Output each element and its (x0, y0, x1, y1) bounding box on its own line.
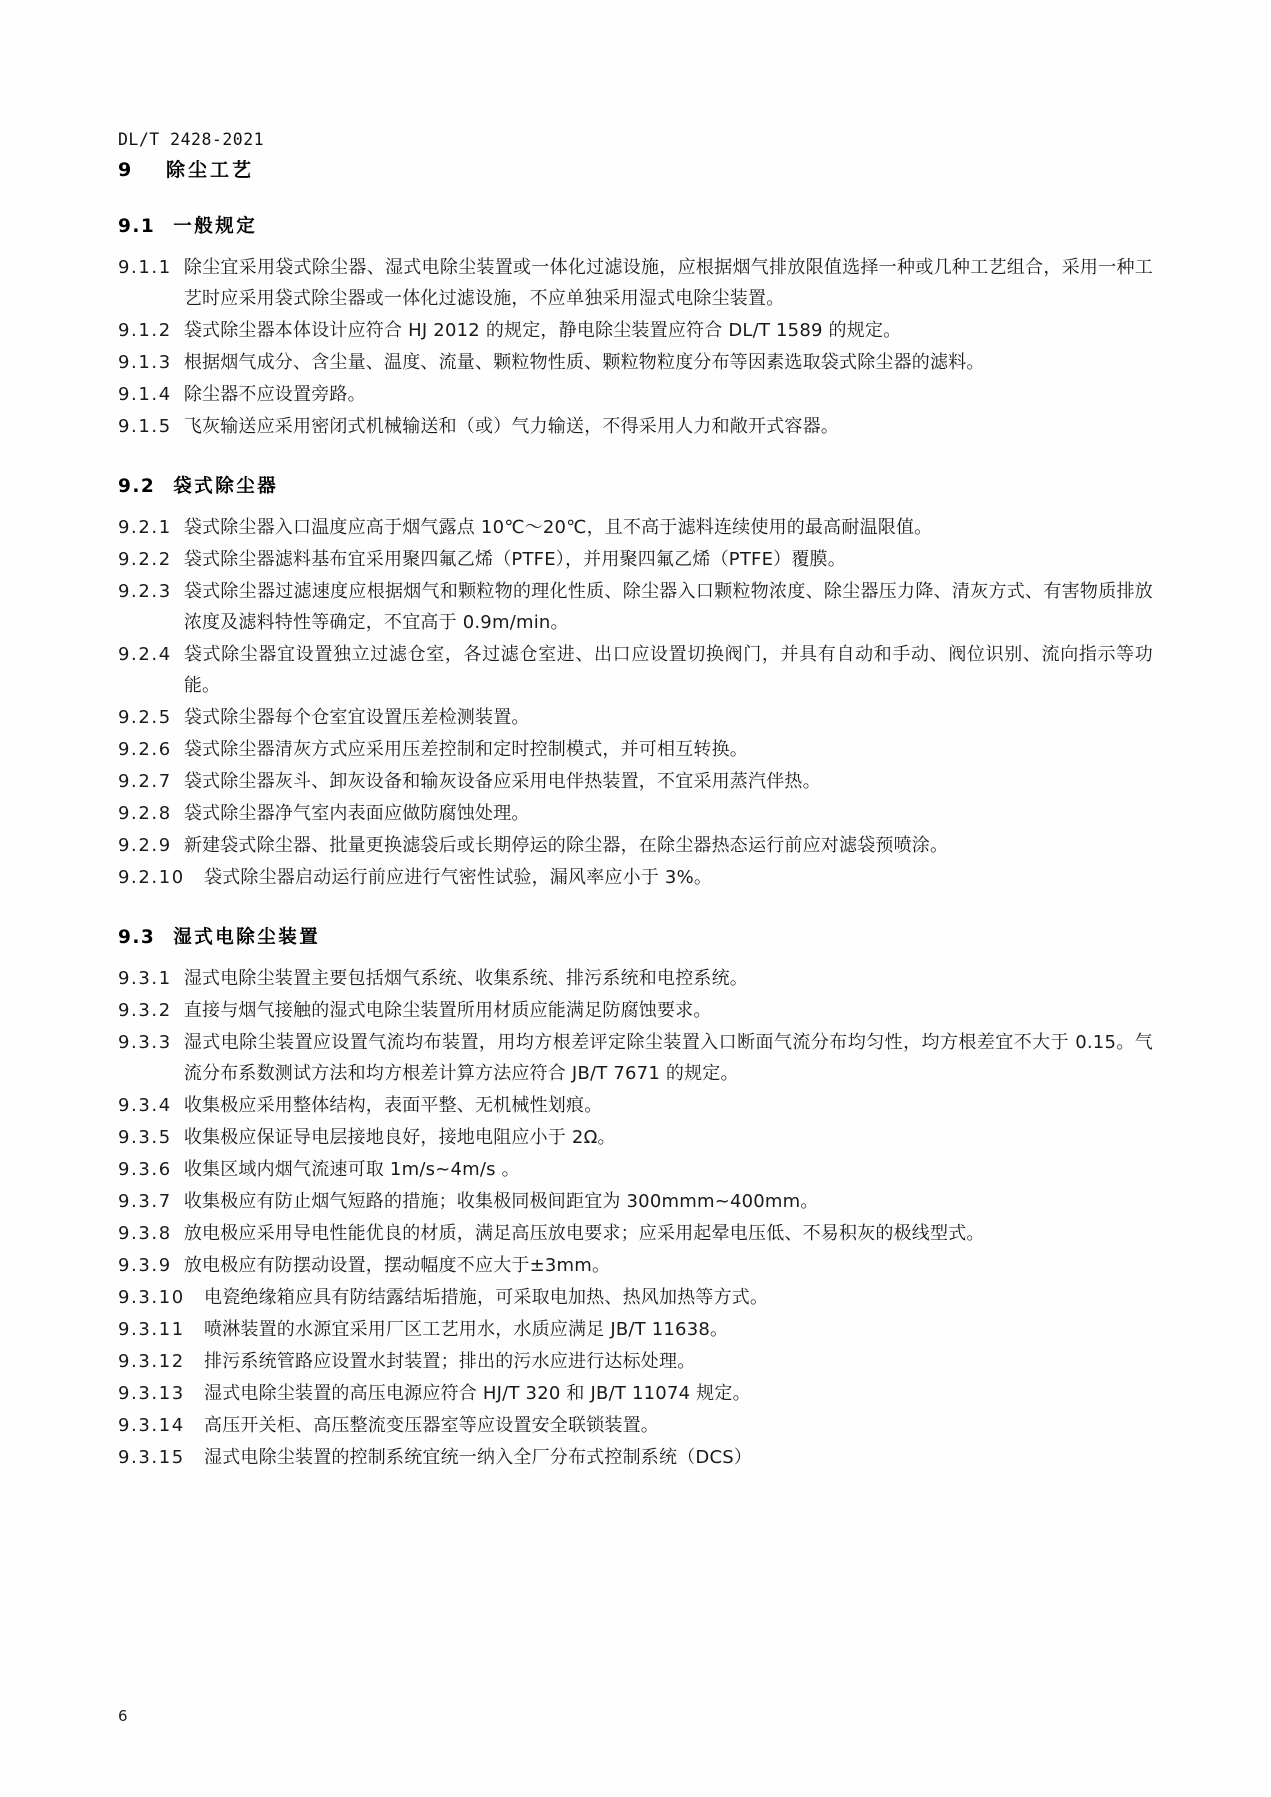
paragraph-9-2-5 (118, 702, 1153, 733)
paragraph-number: 9.2.1 (118, 517, 172, 538)
paragraph-text: 袋式除尘器宜设置独立过滤仓室，各过滤仓室进、出口应设置切换阀门，并具有自动和手动、阀位识别、流向指示等功能。 (183, 644, 1153, 696)
paragraph-9-3-5 (118, 1122, 1153, 1153)
paragraph-text: 排污系统管路应设置水封装置；排出的污水应进行达标处理。 (204, 1351, 696, 1372)
paragraph-number: 9.2.4 (118, 644, 172, 665)
paragraph-number: 9.3.10 (118, 1287, 185, 1308)
paragraph-text: 收集极应保证导电层接地良好，接地电阻应小于 2Ω。 (183, 1127, 616, 1148)
clause-number: 9 (118, 159, 133, 181)
paragraph-text: 袋式除尘器滤料基布宜采用聚四氟乙烯（PTFE），并用聚四氟乙烯（PTFE）覆膜。 (183, 549, 846, 570)
section-title-text: 袋式除尘器 (173, 476, 279, 497)
paragraph-text: 除尘宜采用袋式除尘器、湿式电除尘装置或一体化过滤设施，应根据烟气排放限值选择一种或几种工艺组合，采用一种工艺时应采用袋式除尘器或一体化过滤设施，不应单独采用湿式电除尘装置。 (183, 257, 1153, 309)
paragraph-number: 9.3.8 (118, 1223, 172, 1244)
paragraph-text: 收集区域内烟气流速可取 1m/s~4m/s 。 (183, 1159, 520, 1180)
paragraph-9-2-7 (118, 766, 1153, 797)
paragraph-number: 9.1.2 (118, 320, 172, 341)
paragraph-number: 9.2.7 (118, 771, 172, 792)
paragraph-text: 飞灰输送应采用密闭式机械输送和（或）气力输送，不得采用人力和敞开式容器。 (183, 416, 840, 437)
paragraph-text: 高压开关柜、高压整流变压器室等应设置安全联锁装置。 (204, 1415, 659, 1436)
paragraph-9-3-12 (118, 1346, 1153, 1377)
section-heading-9-1 (118, 212, 1153, 238)
paragraph-9-3-1 (118, 963, 1153, 994)
standard-code-header: DL/T 2428-2021 (118, 130, 265, 149)
paragraph-text: 放电极应有防摆动设置，摆动幅度不应大于±3mm。 (183, 1255, 611, 1276)
paragraph-text: 根据烟气成分、含尘量、温度、流量、颗粒物性质、颗粒物粒度分布等因素选取袋式除尘器的滤料。 (183, 352, 985, 373)
paragraph-number: 9.1.4 (118, 384, 172, 405)
paragraph-9-3-10 (118, 1282, 1153, 1313)
paragraph-text: 湿式电除尘装置应设置气流均布装置，用均方根差评定除尘装置入口断面气流分布均匀性，均方根差宜不大于 0.15。气流分布系数测试方法和均方根差计算方法应符合 JB/T 7671 的规定。 (183, 1032, 1153, 1084)
paragraph-number: 9.3.14 (118, 1415, 185, 1436)
paragraph-text: 袋式除尘器启动运行前应进行气密性试验，漏风率应小于 3%。 (204, 867, 713, 888)
clause-heading (118, 155, 1153, 182)
paragraph-9-3-6 (118, 1154, 1153, 1185)
paragraph-9-1-3 (118, 347, 1153, 378)
section-heading-9-2 (118, 472, 1153, 498)
paragraph-number: 9.3.3 (118, 1032, 172, 1053)
clause-title-text: 除尘工艺 (166, 159, 255, 181)
page-number: 6 (118, 1707, 128, 1725)
paragraph-9-1-5 (118, 411, 1153, 442)
section-heading-9-3 (118, 923, 1153, 949)
paragraph-text: 放电极应采用导电性能优良的材质，满足高压放电要求；应采用起晕电压低、不易积灰的极线型式。 (183, 1223, 985, 1244)
paragraph-9-3-2 (118, 995, 1153, 1026)
paragraph-number: 9.3.7 (118, 1191, 172, 1212)
paragraph-9-3-3 (118, 1027, 1153, 1089)
paragraph-text: 袋式除尘器灰斗、卸灰设备和输灰设备应采用电伴热装置，不宜采用蒸汽伴热。 (183, 771, 821, 792)
paragraph-9-3-8 (118, 1218, 1153, 1249)
paragraph-number: 9.3.9 (118, 1255, 172, 1276)
section-title-text: 一般规定 (173, 216, 258, 237)
paragraph-9-2-6 (118, 734, 1153, 765)
paragraph-number: 9.3.12 (118, 1351, 185, 1372)
paragraph-text: 湿式电除尘装置的控制系统宜统一纳入全厂分布式控制系统（DCS） (204, 1447, 753, 1468)
paragraph-number: 9.2.2 (118, 549, 172, 570)
paragraph-9-2-2 (118, 544, 1153, 575)
paragraph-9-1-1 (118, 252, 1153, 314)
section-title-text: 湿式电除尘装置 (173, 927, 321, 948)
paragraph-number: 9.3.13 (118, 1383, 185, 1404)
paragraph-number: 9.2.8 (118, 803, 172, 824)
paragraph-text: 直接与烟气接触的湿式电除尘装置所用材质应能满足防腐蚀要求。 (183, 1000, 712, 1021)
section-number: 9.2 (118, 476, 156, 497)
paragraph-text: 袋式除尘器入口温度应高于烟气露点 10℃～20℃，且不高于滤料连续使用的最高耐温限值。 (183, 517, 933, 538)
paragraph-number: 9.3.15 (118, 1447, 185, 1468)
paragraph-number: 9.2.10 (118, 867, 185, 888)
paragraph-text: 电瓷绝缘箱应具有防结露结垢措施，可采取电加热、热风加热等方式。 (204, 1287, 769, 1308)
paragraph-number: 9.3.4 (118, 1095, 172, 1116)
paragraph-text: 收集极应有防止烟气短路的措施；收集极同极间距宜为 300mmm~400mm。 (183, 1191, 819, 1212)
paragraph-9-1-2 (118, 315, 1153, 346)
paragraph-text: 收集极应采用整体结构，表面平整、无机械性划痕。 (183, 1095, 603, 1116)
paragraph-text: 湿式电除尘装置主要包括烟气系统、收集系统、排污系统和电控系统。 (183, 968, 749, 989)
paragraph-text: 袋式除尘器净气室内表面应做防腐蚀处理。 (183, 803, 530, 824)
paragraph-number: 9.2.3 (118, 581, 172, 602)
paragraph-text: 袋式除尘器每个仓室宜设置压差检测装置。 (183, 707, 530, 728)
paragraph-number: 9.1.5 (118, 416, 172, 437)
paragraph-9-2-3 (118, 576, 1153, 638)
paragraph-9-3-4 (118, 1090, 1153, 1121)
paragraph-number: 9.3.5 (118, 1127, 172, 1148)
paragraph-text: 袋式除尘器本体设计应符合 HJ 2012 的规定，静电除尘装置应符合 DL/T 1589 的规定。 (183, 320, 902, 341)
paragraph-9-2-10 (118, 862, 1153, 893)
paragraph-number: 9.3.11 (118, 1319, 185, 1340)
paragraph-9-2-1 (118, 512, 1153, 543)
paragraph-9-3-15 (118, 1442, 1153, 1473)
paragraph-9-3-14 (118, 1410, 1153, 1441)
section-number: 9.3 (118, 927, 156, 948)
paragraph-number: 9.3.1 (118, 968, 172, 989)
paragraph-9-3-11 (118, 1314, 1153, 1345)
paragraph-text: 新建袋式除尘器、批量更换滤袋后或长期停运的除尘器，在除尘器热态运行前应对滤袋预喷涂。 (183, 835, 949, 856)
paragraph-number: 9.1.1 (118, 257, 172, 278)
paragraph-text: 袋式除尘器过滤速度应根据烟气和颗粒物的理化性质、除尘器入口颗粒物浓度、除尘器压力降、清灰方式、有害物质排放浓度及滤料特性等确定，不宜高于 0.9m/min。 (183, 581, 1153, 633)
paragraph-9-2-8 (118, 798, 1153, 829)
section-number: 9.1 (118, 216, 156, 237)
paragraph-text: 袋式除尘器清灰方式应采用压差控制和定时控制模式，并可相互转换。 (183, 739, 749, 760)
paragraph-9-1-4 (118, 379, 1153, 410)
paragraph-number: 9.3.6 (118, 1159, 172, 1180)
paragraph-9-2-4 (118, 639, 1153, 701)
paragraph-number: 9.2.6 (118, 739, 172, 760)
paragraph-number: 9.2.5 (118, 707, 172, 728)
paragraph-text: 湿式电除尘装置的高压电源应符合 HJ/T 320 和 JB/T 11074 规定。 (204, 1383, 751, 1404)
paragraph-9-3-13 (118, 1378, 1153, 1409)
paragraph-number: 9.1.3 (118, 352, 172, 373)
paragraph-number: 9.3.2 (118, 1000, 172, 1021)
paragraph-9-3-7 (118, 1186, 1153, 1217)
paragraph-9-2-9 (118, 830, 1153, 861)
paragraph-text: 除尘器不应设置旁路。 (183, 384, 366, 405)
paragraph-text: 喷淋装置的水源宜采用厂区工艺用水，水质应满足 JB/T 11638。 (204, 1319, 729, 1340)
paragraph-number: 9.2.9 (118, 835, 172, 856)
paragraph-9-3-9 (118, 1250, 1153, 1281)
